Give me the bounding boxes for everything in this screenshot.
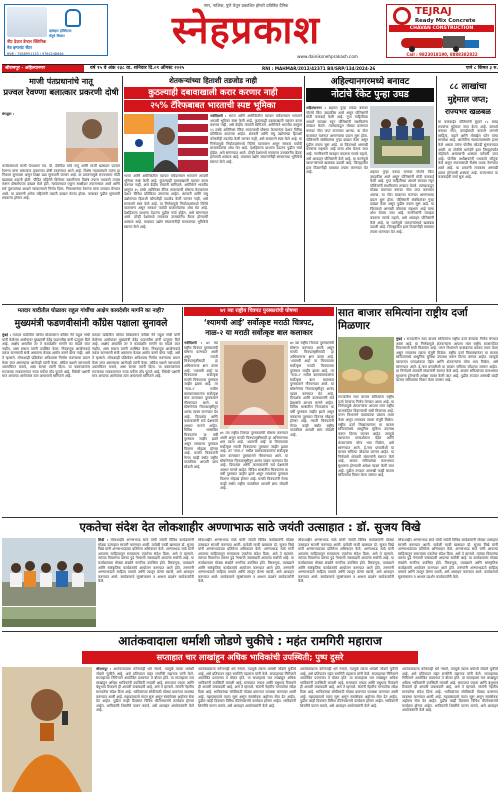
film-body-right-text: ७१ व्या राष्ट्रीय चित्रपट पुरस्कारांची घोषणा करण्यात आली असून मराठी चित्रपटसृष्टीसाठी हा अभिमानाचा क्षण ठरला आहे. ‘श्यामची आई’ या चित्रपटाला सर्वोत्कृष्ट मराठी चित्रपटाचा पुरस्कार जाहीर झाला आहे. तर ‘नाळ-२’ मधील बालकलाकारांना सर्वोत्कृष्ट बाल कलाकार पुरस्काराने गौरवण्यात आले. या घोषणेनंतर चित्रपटसृष्टीतून आनंद व्यक्त करण्यात येत आहे. दिग्दर्शक आणि कलाकारांनी सर्व प्रेक्षकांचे आभार मानले आहेत. विविध भाषांतील चित्रपटांना या वर्षी पुरस्कार जाहीर झाले असून लवकरच पुरस्कार वितरण सोहळा होणार आहे. मराठी चित्रपटांनी गेल्या काही वर्षांत राष्ट्रीय पातळीवर आपली छाप सोडली आहे.	[290, 341, 334, 437]
tariff-body-left-text: भारत आणि अमेरिकेतील व्यापार चर्चेदरम्यान भारताने आपली भूमिका स्पष्ट केली आहे. कुठल्याही दबावाखाली व्यापार करार करणार नाही, असे केंद्रीय मंत्र्यांनी सांगितले. अमेरिकेने भारतीय वस्तूंवर २५ टक्के अतिरिक्त टॅरिफ लावण्याची घोषणा केल्यानंतर देशात विविध प्रतिक्रिया उमटल्या आहेत. शेतकरी आणि लघु उद्योगांच्या हिताशी कोणतीही तडजोड केली जाणार नाही, असे सरकारने स्पष्ट केले आहे. या निर्णयामुळे निर्यातदारांमध्ये चिंतेचे वातावरण असून सरकार पर्यायी बाजारपेठांचा शोध घेत आहे. देशहिताला प्राधान्य देऊनच पुढील चर्चा होईल, असे सांगण्यात आले. दोन्ही देशांमध्ये लवकरच उच्चस्तरीय बैठक होण्याची शक्यता आहे. याबाबत उद्योग संघटनांनीही सरकारच्या भूमिकेचे स्वागत केले आहे.	[124, 174, 208, 229]
prajwal-dateline: बंगळुरू :	[2, 112, 15, 116]
vikhe-dateline: शिर्डी :	[98, 538, 109, 542]
col-rule-3	[436, 76, 437, 302]
prajwal-body-text: कर्नाटकमध्ये माजी पंतप्रधान एच. डी. देवेगौडा यांचे नातू आणि माजी खासदार प्रज्वल रेवण्णा यांना बलात्कार प्रकरणात दोषी ठरवण्यात आले आहे. विशेष न्यायालयाने त्यांना हा निकाल सुनावला असून शिक्षा उद्या सुनावली जाणार आहे. या प्रकरणामुळे राज्यभरात मोठी खळबळ उडाली होती. पीडित महिलेने दिलेल्या तक्रारीनंतर विशेष तपास पथकाने तपास करून दोषारोपपत्र दाखल केले होते. न्यायालयात एकूण साक्षीदार तपासण्यात आले आणि सर्व पुराव्यांच्या आधारे न्यायालयाने निर्णय दिला. निकालानंतर रेवण्णा यांना ताब्यात घेण्यात आले. या प्रकरणी अनेक महिलांनी तक्रारी दाखल केल्या होत्या. याबाबत पुढील सुनावणी लवकरच होणार आहे.	[2, 164, 120, 201]
ad-right-sub: Ready Mix Concrete	[415, 18, 476, 24]
film-dateline: नवीदिल्ली :	[184, 341, 203, 345]
story-notes[interactable]	[306, 76, 434, 302]
row-rule-1	[2, 304, 498, 305]
ramgiri-photo	[2, 667, 92, 792]
story-police[interactable]	[438, 76, 498, 302]
market-photo	[338, 337, 394, 393]
police-headline-3: राज्यभर खळबळ	[445, 107, 491, 116]
tariff-dateline: नवीदिल्ली :	[210, 114, 227, 118]
tariff-body	[210, 114, 302, 300]
vikhe-body-4	[398, 538, 498, 628]
tariff-headline-1: कुठल्याही दबावाखाली करार करणार नाही	[124, 87, 302, 99]
ramgiri-body-text-4: आतंकवादाला कोणताही धर्म नसतो, त्यामुळे त्याला धर्माशी जोडणे चुकीचे आहे, असे प्रतिपादन महंत रामगिरी महाराज यांनी केले. सप्ताहाच्या निमित्ताने आयोजित प्रवचनात ते बोलत होते. या सप्ताहाला चार लाखांहून अधिक भाविकांनी उपस्थिती लावली आहे. समाजात एकता आणि बंधुभाव टिकवणे ही आपली जबाबदारी आहे, असे ते म्हणाले. संतांनी नेहमीच मानवतेचा संदेश दिला आहे. भाविकांच्या सोयीसाठी मोठ्या प्रमाणात व्यवस्था करण्यात आली आहे. महाप्रसादाचे वाटप सुरू असून स्वयंसेवक अहोरात्र सेवा देत आहेत. पुढील काही दिवसांत विविध कीर्तनकारांचे कार्यक्रम होणार आहेत. भाविकांनी शिस्तीचे पालन करावे, असे आवाहन आयोजकांनी केले आहे.	[402, 667, 498, 713]
dateline-bar	[2, 64, 498, 73]
col-rule-2	[304, 76, 305, 302]
ad-right[interactable]	[386, 4, 496, 58]
notes-body-right-text: शहरात पुन्हा एकदा बनावट नोटांचे रॅकेट उघडकीस आले असून पोलिसांनी मोठी कारवाई केली आहे. गुप्त माहितीच्या आधारे सापळा रचून पोलिसांनी संशयितांना ताब्यात घेतले. त्यांच्याकडून मोठ्या प्रमाणात बनावट नोटा जप्त करण्यात आल्या. या नोटा बाजारात चलनात आणण्याचा प्रयत्न सुरू होता. पोलिसांनी संबंधितांवर गुन्हा दाखल केला असून पुढील तपास सुरू आहे. या रॅकेटमध्ये आणखी कोणाचा सहभाग आहे याचा शोध घेतला जात आहे. नागरिकांनी व्यवहार करताना सतर्क राहावे, असे आवाहन पोलिसांनी केले आहे. या घटनेमुळे व्यापाऱ्यांमध्ये खळबळ उडाली आहे. जिल्ह्यातील इतर ठिकाणीही याबाबत तपास करण्यात येत आहे.	[370, 170, 434, 234]
prajwal-headline-1: माजी पंतप्रधानांचे नातू	[29, 77, 93, 86]
market-body-left	[338, 395, 394, 513]
story-ramgiri[interactable]	[2, 633, 498, 794]
film-body-text: ७१ व्या राष्ट्रीय चित्रपट पुरस्कारांची घोषणा करण्यात आली असून मराठी चित्रपटसृष्टीसाठी हा अभिमानाचा क्षण ठरला आहे. ‘श्यामची आई’ या चित्रपटाला सर्वोत्कृष्ट मराठी चित्रपटाचा पुरस्कार जाहीर झाला आहे. तर ‘नाळ-२’ मधील बालकलाकारांना सर्वोत्कृष्ट बाल कलाकार पुरस्काराने गौरवण्यात आले. या घोषणेनंतर चित्रपटसृष्टीतून आनंद व्यक्त करण्यात येत आहे. दिग्दर्शक आणि कलाकारांनी सर्व प्रेक्षकांचे आभार मानले आहेत. विविध भाषांतील चित्रपटांना या वर्षी पुरस्कार जाहीर झाले असून लवकरच पुरस्कार वितरण सोहळा होणार आहे. मराठी चित्रपटांनी गेल्या काही वर्षांत राष्ट्रीय पातळीवर आपली छाप सोडली आहे.	[184, 341, 218, 470]
gear-logo-icon	[393, 7, 411, 25]
ad-left-line2: मेंदूचे विकार	[49, 34, 65, 38]
col-rule-5	[336, 307, 337, 515]
ramgiri-body-text-2: आतंकवादाला कोणताही धर्म नसतो, त्यामुळे त्याला धर्माशी जोडणे चुकीचे आहे, असे प्रतिपादन महंत रामगिरी महाराज यांनी केले. सप्ताहाच्या निमित्ताने आयोजित प्रवचनात ते बोलत होते. या सप्ताहाला चार लाखांहून अधिक भाविकांनी उपस्थिती लावली आहे. समाजात एकता आणि बंधुभाव टिकवणे ही आपली जबाबदारी आहे, असे ते म्हणाले. संतांनी नेहमीच मानवतेचा संदेश दिला आहे. भाविकांच्या सोयीसाठी मोठ्या प्रमाणात व्यवस्था करण्यात आली आहे. महाप्रसादाचे वाटप सुरू असून स्वयंसेवक अहोरात्र सेवा देत आहेत. पुढील काही दिवसांत विविध कीर्तनकारांचे कार्यक्रम होणार आहेत. भाविकांनी शिस्तीचे पालन करावे, असे आवाहन आयोजकांनी केले आहे.	[198, 667, 296, 708]
vikhe-body-text: लोकशाहीर अण्णाभाऊ साठे यांची जयंती विविध कार्यक्रमांनी मोठ्या उत्साहात साजरी करण्यात आली. यावेळी माजी खासदार डॉ. सुजय विखे यांनी अण्णाभाऊंच्या प्रतिमेला अभिवादन केले. अण्णाभाऊ साठे यांनी आपल्या साहित्यातून समाजाला एकतेचा संदेश दिला, असे ते म्हणाले. त्यांच्या विचारांचा वारसा पुढे नेण्याची जबाबदारी आपल्या सर्वांची आहे. या कार्यक्रमाला मोठ्या संख्येने नागरिक उपस्थित होते. मिरवणूक, व्याख्याने आणि सांस्कृतिक कार्यक्रमांचे आयोजन करण्यात आले होते. तरुणांनी अण्णाभाऊंचे साहित्य वाचावे आणि त्यातून प्रेरणा घ्यावी, असे आवाहन करण्यात आले. कार्यक्रमाचे सूत्रसंचालन व आभार प्रदर्शन कार्यकर्त्यांनी केले.	[98, 538, 194, 584]
ad-left-line1: व्होल्हार हॉस्पिटल	[49, 29, 72, 33]
notes-body-text: शहरात पुन्हा एकदा बनावट नोटांचे रॅकेट उघडकीस आले असून पोलिसांनी मोठी कारवाई केली आहे. गुप्त माहितीच्या आधारे सापळा रचून पोलिसांनी संशयितांना ताब्यात घेतले. त्यांच्याकडून मोठ्या प्रमाणात बनावट नोटा जप्त करण्यात आल्या. या नोटा बाजारात चलनात आणण्याचा प्रयत्न सुरू होता. पोलिसांनी संबंधितांवर गुन्हा दाखल केला असून पुढील तपास सुरू आहे. या रॅकेटमध्ये आणखी कोणाचा सहभाग आहे याचा शोध घेतला जात आहे. नागरिकांनी व्यवहार करताना सतर्क राहावे, असे आवाहन पोलिसांनी केले आहे. या घटनेमुळे व्यापाऱ्यांमध्ये खळबळ उडाली आहे. जिल्ह्यातील इतर ठिकाणीही याबाबत तपास करण्यात येत आहे.	[306, 106, 368, 175]
dateline-info: वर्ष १५ वे अंक २३८ वा. शनिवार दि.०९ ऑगस्ट २०२५	[90, 66, 185, 71]
masthead-tagline: नगर, नाशिक, पुणे येथून प्रकाशित होणारे प्रतिष्ठित दैनिक	[203, 3, 289, 8]
film-body-right	[290, 341, 334, 513]
film-kicker: ७१ व्या राष्ट्रीय चित्रपट पुरस्कारांची घोषणा	[184, 307, 334, 316]
market-body-text: राज्यातील सात बाजार समित्यांना राष्ट्रीय दर्जा देण्याचा निर्णय घेण्यात आला आहे. या निर्णयामुळे शेतकऱ्यांना आपला माल राष्ट्रीय बाजारपेठेत विकण्याची संधी मिळणार आहे. पणन विभागाने याबाबतचा प्रस्ताव तयार केला असून लवकरच त्याला मंजुरी मिळेल. राष्ट्रीय दर्जा मिळाल्यानंतर या बाजार समित्यांमध्ये आधुनिक सुविधा उपलब्ध करून दिल्या जाणार आहेत. त्यामुळे व्यापारात पारदर्शकता येईल आणि शेतकऱ्यांना योग्य भाव मिळेल, असे सांगण्यात आले. ई-नाम प्रणालीशी या बाजार समित्या जोडल्या जाणार आहेत. या निर्णयाचे शेतकरी संघटनांनी स्वागत केले आहे. बाजार समित्यांच्या कारभारात सुधारणा होण्याची अपेक्षा व्यक्त केली जात आहे. पुढील टप्प्यात आणखी काही बाजार समित्यांचा विचार केला जाणार आहे.	[396, 337, 498, 383]
tariff-body-text: भारत आणि अमेरिकेतील व्यापार चर्चेदरम्यान भारताने आपली भूमिका स्पष्ट केली आहे. कुठल्याही दबावाखाली व्यापार करार करणार नाही, असे केंद्रीय मंत्र्यांनी सांगितले. अमेरिकेने भारतीय वस्तूंवर २५ टक्के अतिरिक्त टॅरिफ लावण्याची घोषणा केल्यानंतर देशात विविध प्रतिक्रिया उमटल्या आहेत. शेतकरी आणि लघु उद्योगांच्या हिताशी कोणतीही तडजोड केली जाणार नाही, असे सरकारने स्पष्ट केले आहे. या निर्णयामुळे निर्यातदारांमध्ये चिंतेचे वातावरण असून सरकार पर्यायी बाजारपेठांचा शोध घेत आहे. देशहिताला प्राधान्य देऊनच पुढील चर्चा होईल, असे सांगण्यात आले. दोन्ही देशांमध्ये लवकरच उच्चस्तरीय बैठक होण्याची शक्यता आहे. याबाबत उद्योग संघटनांनीही सरकारच्या भूमिकेचे स्वागत केले आहे.	[210, 114, 302, 164]
market-dateline: मुंबई :	[396, 337, 406, 341]
film-headline-2: नाळ-२ या मराठी सर्वोत्कृष्ट बाल कलाकार	[205, 328, 313, 337]
fadnavis-body-text: मतदार यादीतील कथित घोळावरून काँग्रेस नेते राहुल गांधी यांनी केलेल्या आरोपांवर मुख्यमंत्री देवेंद्र फडणवीस यांनी प्रत्युत्तर दिले आहे. आक्षेप असतील तर ते कायदेशीर मार्गाने का मांडले जात नाहीत, असा सवाल त्यांनी उपस्थित केला. निवडणूक आयोगाकडे तक्रार करण्याची संधी असताना केवळ आरोप करणे योग्य नाही, असे ते म्हणाले. लोकशाही प्रक्रियेवर अविश्वास निर्माण करण्याचा प्रयत्न केला जात असल्याचा आरोपही त्यांनी केला. काँग्रेस पक्षाने पराभवाचे आत्मचिंतन करावे, असा सल्ला त्यांनी दिला. या वक्तव्यानंतर राज्याच्या राजकारणात नव्या चर्चेला तोंड फुटले आहे. विरोधी पक्षांनी मात्र आपल्या आरोपांवर ठाम असल्याचे सांगितले आहे.	[2, 333, 90, 379]
row-rule-3	[2, 631, 498, 632]
tariff-headline-2: २५% टॅरिफबाबत भारताची स्पष्ट भूमिका	[124, 100, 302, 112]
fadnavis-headline-1: मतदार यादीतील घोळावर राहुल गांधींचा आक्षेप कायदेशीर मार्गाने का नाही?	[17, 308, 165, 314]
dateline-rni: RNI : MAHMAR/2012/42371 BII/SRP/134/2024-26	[262, 66, 376, 71]
police-headline-1: ८८ लाखांचा	[449, 82, 487, 92]
fadnavis-body-right-text: मतदार यादीतील कथित घोळावरून काँग्रेस नेते राहुल गांधी यांनी केलेल्या आरोपांवर मुख्यमंत्री देवेंद्र फडणवीस यांनी प्रत्युत्तर दिले आहे. आक्षेप असतील तर ते कायदेशीर मार्गाने का मांडले जात नाहीत, असा सवाल त्यांनी उपस्थित केला. निवडणूक आयोगाकडे तक्रार करण्याची संधी असताना केवळ आरोप करणे योग्य नाही, असे ते म्हणाले. लोकशाही प्रक्रियेवर अविश्वास निर्माण करण्याचा प्रयत्न केला जात असल्याचा आरोपही त्यांनी केला. काँग्रेस पक्षाने पराभवाचे आत्मचिंतन करावे, असा सल्ला त्यांनी दिला. या वक्तव्यानंतर राज्याच्या राजकारणात नव्या चर्चेला तोंड फुटले आहे. विरोधी पक्षांनी मात्र आपल्या आरोपांवर ठाम असल्याचे सांगितले आहे.	[92, 333, 180, 379]
story-prajwal[interactable]	[2, 76, 120, 302]
fadnavis-body-right	[92, 333, 180, 513]
ad-left[interactable]	[4, 4, 108, 56]
fadnavis-dateline: मुंबई :	[2, 333, 12, 337]
ad-left-name2: नेत्र इम्प्लांट सेंटर	[7, 45, 32, 50]
ramgiri-headline: आतंकवादाला धर्माशी जोडणे चुकीचे : महंत रामगिरी महाराज	[118, 634, 382, 648]
ramgiri-body-text: आतंकवादाला कोणताही धर्म नसतो, त्यामुळे त्याला धर्माशी जोडणे चुकीचे आहे, असे प्रतिपादन महंत रामगिरी महाराज यांनी केले. सप्ताहाच्या निमित्ताने आयोजित प्रवचनात ते बोलत होते. या सप्ताहाला चार लाखांहून अधिक भाविकांनी उपस्थिती लावली आहे. समाजात एकता आणि बंधुभाव टिकवणे ही आपली जबाबदारी आहे, असे ते म्हणाले. संतांनी नेहमीच मानवतेचा संदेश दिला आहे. भाविकांच्या सोयीसाठी मोठ्या प्रमाणात व्यवस्था करण्यात आली आहे. महाप्रसादाचे वाटप सुरू असून स्वयंसेवक अहोरात्र सेवा देत आहेत. पुढील काही दिवसांत विविध कीर्तनकारांचे कार्यक्रम होणार आहेत. भाविकांनी शिस्तीचे पालन करावे, असे आवाहन आयोजकांनी केले आहे.	[96, 667, 194, 713]
ad-right-brand: TEJRAJ	[415, 6, 452, 17]
ad-left-name: नीट देऊन डेन्टल क्लिनिक	[7, 39, 47, 44]
vikhe-photo-2	[2, 607, 96, 627]
ramgiri-body-1	[96, 667, 194, 792]
mixer-truck-image	[401, 34, 481, 50]
prajwal-body	[2, 112, 64, 164]
market-headline: सात बाजार समित्यांना राष्ट्रीय दर्जा मिळणार	[338, 307, 468, 332]
notes-photo	[370, 106, 434, 168]
police-headline-2: मुद्देमाल जप्त;	[447, 94, 489, 104]
ramgiri-dateline: श्रीरामपूर :	[96, 667, 112, 671]
ad-left-phone: संपर्क : 7588991133 / 9764248646	[7, 52, 64, 56]
story-film[interactable]	[184, 307, 334, 515]
vikhe-body-text-2: लोकशाहीर अण्णाभाऊ साठे यांची जयंती विविध कार्यक्रमांनी मोठ्या उत्साहात साजरी करण्यात आली. यावेळी माजी खासदार डॉ. सुजय विखे यांनी अण्णाभाऊंच्या प्रतिमेला अभिवादन केले. अण्णाभाऊ साठे यांनी आपल्या साहित्यातून समाजाला एकतेचा संदेश दिला, असे ते म्हणाले. त्यांच्या विचारांचा वारसा पुढे नेण्याची जबाबदारी आपल्या सर्वांची आहे. या कार्यक्रमाला मोठ्या संख्येने नागरिक उपस्थित होते. मिरवणूक, व्याख्याने आणि सांस्कृतिक कार्यक्रमांचे आयोजन करण्यात आले होते. तरुणांनी अण्णाभाऊंचे साहित्य वाचावे आणि त्यातून प्रेरणा घ्यावी, असे आवाहन करण्यात आले. कार्यक्रमाचे सूत्रसंचालन व आभार प्रदर्शन कार्यकर्त्यांनी केले.	[198, 538, 294, 584]
vikhe-photo	[2, 538, 96, 606]
ramgiri-body-3	[300, 667, 398, 792]
vikhe-headline: एकतेचा संदेश देत लोकशाहीर अण्णाभाऊ साठे जयंती उत्साहात : डॉ. सुजय विखे	[79, 520, 421, 534]
ramgiri-body-2	[198, 667, 296, 792]
masthead-title: स्नेहप्रकाश	[171, 7, 321, 52]
market-body-left-text: राज्यातील सात बाजार समित्यांना राष्ट्रीय दर्जा देण्याचा निर्णय घेण्यात आला आहे. या निर्णयामुळे शेतकऱ्यांना आपला माल राष्ट्रीय बाजारपेठेत विकण्याची संधी मिळणार आहे. पणन विभागाने याबाबतचा प्रस्ताव तयार केला असून लवकरच त्याला मंजुरी मिळेल. राष्ट्रीय दर्जा मिळाल्यानंतर या बाजार समित्यांमध्ये आधुनिक सुविधा उपलब्ध करून दिल्या जाणार आहेत. त्यामुळे व्यापारात पारदर्शकता येईल आणि शेतकऱ्यांना योग्य भाव मिळेल, असे सांगण्यात आले. ई-नाम प्रणालीशी या बाजार समित्या जोडल्या जाणार आहेत. या निर्णयाचे शेतकरी संघटनांनी स्वागत केले आहे. बाजार समित्यांच्या कारभारात सुधारणा होण्याची अपेक्षा व्यक्त केली जात आहे. पुढील टप्प्यात आणखी काही बाजार समित्यांचा विचार केला जाणार आहे.	[338, 395, 394, 478]
vikhe-body-3	[298, 538, 394, 628]
row-rule-2	[2, 517, 498, 518]
police-body: या कारवाईत पोलिसांनी सुमारे ८८ लाख रुपयांचा मुद्देमाल जप्त केला आहे. यामध्ये बनावट नोटा, छपाईसाठी वापरले जाणारे साहित्य, वाहने आणि मोबाईल फोन यांचा समावेश आहे. आरोपींना न्यायालयासमोर हजर केले असता त्यांना पोलीस कोठडी सुनावण्यात आली. या टोळीचे धागेदोरे इतर जिल्ह्यांपर्यंत पोहोचले असल्याची शक्यता वर्तवली जात आहे. पोलीस अधीक्षकांनी पथकाचे कौतुक केले असून तपासासाठी विशेष पथक नेमण्यात आले आहे. या प्रकरणी लवकरच आणखी अटक होण्याची शक्यता आहे. राज्यभरात या कारवाईची चर्चा सुरू आहे.	[438, 120, 498, 180]
notes-headline-1: अहिल्यानगरमध्ये बनावट	[330, 77, 410, 87]
film-body-bottom-text: ७१ व्या राष्ट्रीय चित्रपट पुरस्कारांची घोषणा करण्यात आली असून मराठी चित्रपटसृष्टीसाठी हा अभिमानाचा क्षण ठरला आहे. ‘श्यामची आई’ या चित्रपटाला सर्वोत्कृष्ट मराठी चित्रपटाचा पुरस्कार जाहीर झाला आहे. तर ‘नाळ-२’ मधील बालकलाकारांना सर्वोत्कृष्ट बाल कलाकार पुरस्काराने गौरवण्यात आले. या घोषणेनंतर चित्रपटसृष्टीतून आनंद व्यक्त करण्यात येत आहे. दिग्दर्शक आणि कलाकारांनी सर्व प्रेक्षकांचे आभार मानले आहेत. विविध भाषांतील चित्रपटांना या वर्षी पुरस्कार जाहीर झाले असून लवकरच पुरस्कार वितरण सोहळा होणार आहे. मराठी चित्रपटांनी गेल्या काही वर्षांत राष्ट्रीय पातळीवर आपली छाप सोडली आहे.	[220, 431, 288, 491]
vikhe-body-1	[98, 538, 194, 628]
dateline-price: पाने ८ किंमत ३ रु.	[465, 66, 498, 71]
story-vikhe[interactable]	[2, 519, 498, 629]
ramgiri-body-text-3: आतंकवादाला कोणताही धर्म नसतो, त्यामुळे त्याला धर्माशी जोडणे चुकीचे आहे, असे प्रतिपादन महंत रामगिरी महाराज यांनी केले. सप्ताहाच्या निमित्ताने आयोजित प्रवचनात ते बोलत होते. या सप्ताहाला चार लाखांहून अधिक भाविकांनी उपस्थिती लावली आहे. समाजात एकता आणि बंधुभाव टिकवणे ही आपली जबाबदारी आहे, असे ते म्हणाले. संतांनी नेहमीच मानवतेचा संदेश दिला आहे. भाविकांच्या सोयीसाठी मोठ्या प्रमाणात व्यवस्था करण्यात आली आहे. महाप्रसादाचे वाटप सुरू असून स्वयंसेवक अहोरात्र सेवा देत आहेत. पुढील काही दिवसांत विविध कीर्तनकारांचे कार्यक्रम होणार आहेत. भाविकांनी शिस्तीचे पालन करावे, असे आवाहन आयोजकांनी केले आहे.	[300, 667, 398, 708]
prajwal-headline-2: प्रज्वल रेवण्णा बलात्कार प्रकरणी दोषी	[3, 87, 119, 97]
tariff-photo	[124, 114, 208, 172]
notes-dateline: अहिल्यानगर :	[306, 106, 326, 110]
film-photo	[220, 341, 288, 429]
fadnavis-body	[2, 333, 90, 513]
ad-right-bar: CHAVAN CONSTRUCTION	[389, 25, 494, 32]
col-rule-1	[122, 76, 123, 302]
film-headline-1: ‘श्यामची आई’ सर्वोत्कृष्ट मराठी चित्रपट,	[203, 318, 315, 327]
ad-left-doctor-photo	[7, 7, 47, 37]
vikhe-body-text-4: लोकशाहीर अण्णाभाऊ साठे यांची जयंती विविध कार्यक्रमांनी मोठ्या उत्साहात साजरी करण्यात आली. यावेळी माजी खासदार डॉ. सुजय विखे यांनी अण्णाभाऊंच्या प्रतिमेला अभिवादन केले. अण्णाभाऊ साठे यांनी आपल्या साहित्यातून समाजाला एकतेचा संदेश दिला, असे ते म्हणाले. त्यांच्या विचारांचा वारसा पुढे नेण्याची जबाबदारी आपल्या सर्वांची आहे. या कार्यक्रमाला मोठ्या संख्येने नागरिक उपस्थित होते. मिरवणूक, व्याख्याने आणि सांस्कृतिक कार्यक्रमांचे आयोजन करण्यात आले होते. तरुणांनी अण्णाभाऊंचे साहित्य वाचावे आणि त्यातून प्रेरणा घ्यावी, असे आवाहन करण्यात आले. कार्यक्रमाचे सूत्रसंचालन व आभार प्रदर्शन कार्यकर्त्यांनी केले.	[398, 538, 498, 579]
prajwal-photo	[66, 112, 118, 162]
film-body-bottom	[220, 431, 288, 513]
ramgiri-subhead: सप्ताहात चार लाखांहून अधिक भाविकांची उपस्थिती; पुष्प दुसरे	[82, 651, 418, 664]
masthead	[112, 2, 380, 62]
story-tariff[interactable]	[124, 76, 302, 302]
notes-body	[306, 106, 368, 300]
notes-body-right	[370, 170, 434, 300]
col-rule-4	[182, 307, 183, 515]
tooth-icon	[65, 9, 81, 27]
ad-right-phone: Call : 9823018190, 8888382822	[406, 52, 478, 57]
fadnavis-headline-2: मुख्यमंत्री फडणवीसांनी काँग्रेस पक्षाला सुनावले	[14, 318, 168, 329]
vikhe-body-2	[198, 538, 294, 628]
dateline-edition: श्रीरामपूर - अहिल्यानगर	[2, 65, 84, 72]
tariff-kicker: शेतकऱ्यांच्या हिताशी तडजोड नाही	[168, 76, 258, 85]
masthead-website[interactable]: www.dainiksnehprakash.com	[297, 54, 358, 59]
story-market[interactable]	[338, 307, 498, 515]
story-fadnavis[interactable]	[2, 307, 180, 515]
market-body	[396, 337, 498, 513]
vikhe-body-text-3: लोकशाहीर अण्णाभाऊ साठे यांची जयंती विविध कार्यक्रमांनी मोठ्या उत्साहात साजरी करण्यात आली. यावेळी माजी खासदार डॉ. सुजय विखे यांनी अण्णाभाऊंच्या प्रतिमेला अभिवादन केले. अण्णाभाऊ साठे यांनी आपल्या साहित्यातून समाजाला एकतेचा संदेश दिला, असे ते म्हणाले. त्यांच्या विचारांचा वारसा पुढे नेण्याची जबाबदारी आपल्या सर्वांची आहे. या कार्यक्रमाला मोठ्या संख्येने नागरिक उपस्थित होते. मिरवणूक, व्याख्याने आणि सांस्कृतिक कार्यक्रमांचे आयोजन करण्यात आले होते. तरुणांनी अण्णाभाऊंचे साहित्य वाचावे आणि त्यातून प्रेरणा घ्यावी, असे आवाहन करण्यात आले. कार्यक्रमाचे सूत्रसंचालन व आभार प्रदर्शन कार्यकर्त्यांनी केले.	[298, 538, 394, 584]
ramgiri-body-4	[402, 667, 498, 792]
tariff-body-left	[124, 174, 208, 300]
notes-headline-2: नोटांचे रॅकेट पुन्हा उघड	[306, 88, 434, 102]
film-body-left	[184, 341, 218, 513]
